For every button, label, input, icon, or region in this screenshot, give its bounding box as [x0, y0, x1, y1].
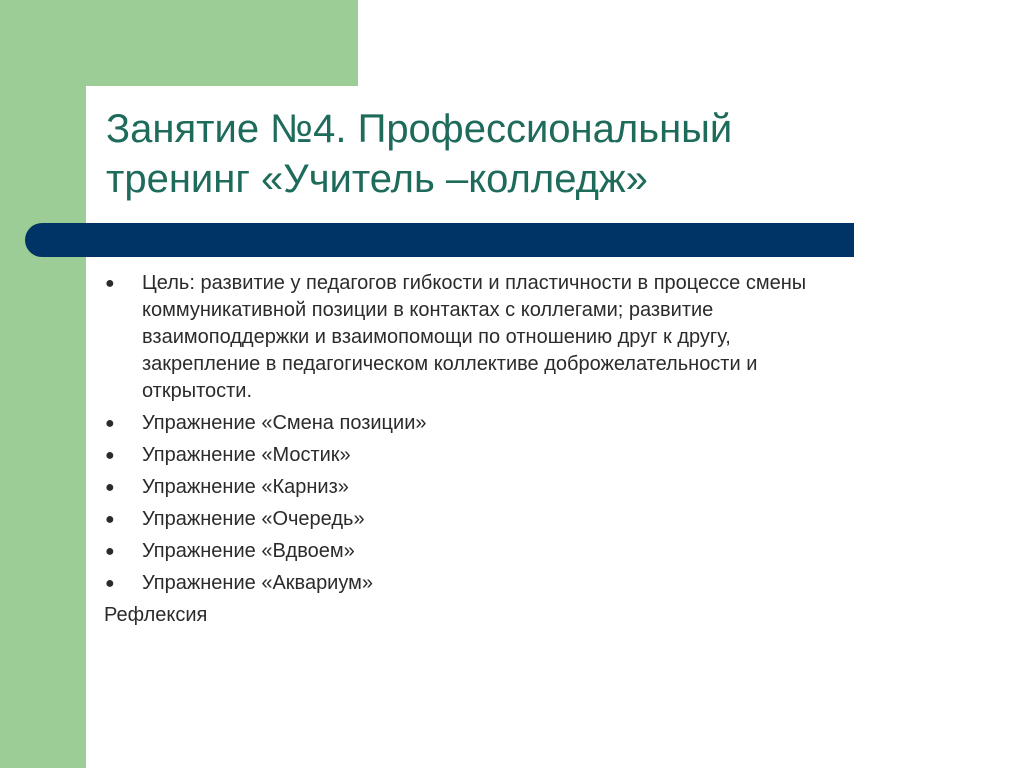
slide-title-line-2: тренинг «Учитель –колледж»	[106, 157, 648, 201]
bullet-icon: ●	[105, 447, 115, 464]
bullet-icon: ●	[105, 543, 115, 560]
exercise-item	[104, 410, 924, 437]
green-accent-left	[0, 0, 86, 768]
exercise-text: Упражнение «Аквариум»	[142, 572, 374, 594]
slide-title	[106, 104, 966, 204]
exercise-item	[104, 570, 924, 597]
bullet-icon: ●	[105, 575, 115, 592]
goal-text-line-1: Цель: развитие у педагогов гибкости и пластичности в процессе смены	[142, 272, 807, 294]
reflection-text: Рефлексия	[104, 604, 208, 626]
bullet-icon: ●	[105, 479, 115, 496]
exercise-text: Упражнение «Смена позиции»	[142, 412, 427, 434]
goal-text-line-4: закрепление в педагогическом коллективе доброжелательности и	[142, 353, 758, 375]
slide-title-line-1: Занятие №4. Профессиональный	[106, 107, 733, 151]
exercise-text: Упражнение «Мостик»	[142, 444, 351, 466]
bullet-icon: ●	[105, 415, 115, 432]
exercise-item	[104, 442, 924, 469]
goal-text-line-2: коммуникативной позиции в контактах с коллегами; развитие	[142, 299, 714, 321]
title-divider-bar	[25, 223, 854, 257]
exercise-text: Упражнение «Карниз»	[142, 476, 349, 498]
green-accent-top	[0, 0, 358, 86]
exercise-item	[104, 506, 924, 533]
goal-bullet	[104, 270, 924, 405]
goal-text-line-3: взаимоподдержки и взаимопомощи по отношению друг к другу,	[142, 326, 731, 348]
goal-text-line-5: открытости.	[142, 380, 253, 402]
bullet-list	[104, 270, 924, 597]
exercise-item	[104, 538, 924, 565]
exercise-text: Упражнение «Вдвоем»	[142, 540, 355, 562]
exercise-text: Упражнение «Очередь»	[142, 508, 365, 530]
exercise-item	[104, 474, 924, 501]
bullet-icon: ●	[105, 511, 115, 528]
slide-body	[104, 270, 924, 629]
bullet-icon: ●	[105, 275, 115, 292]
